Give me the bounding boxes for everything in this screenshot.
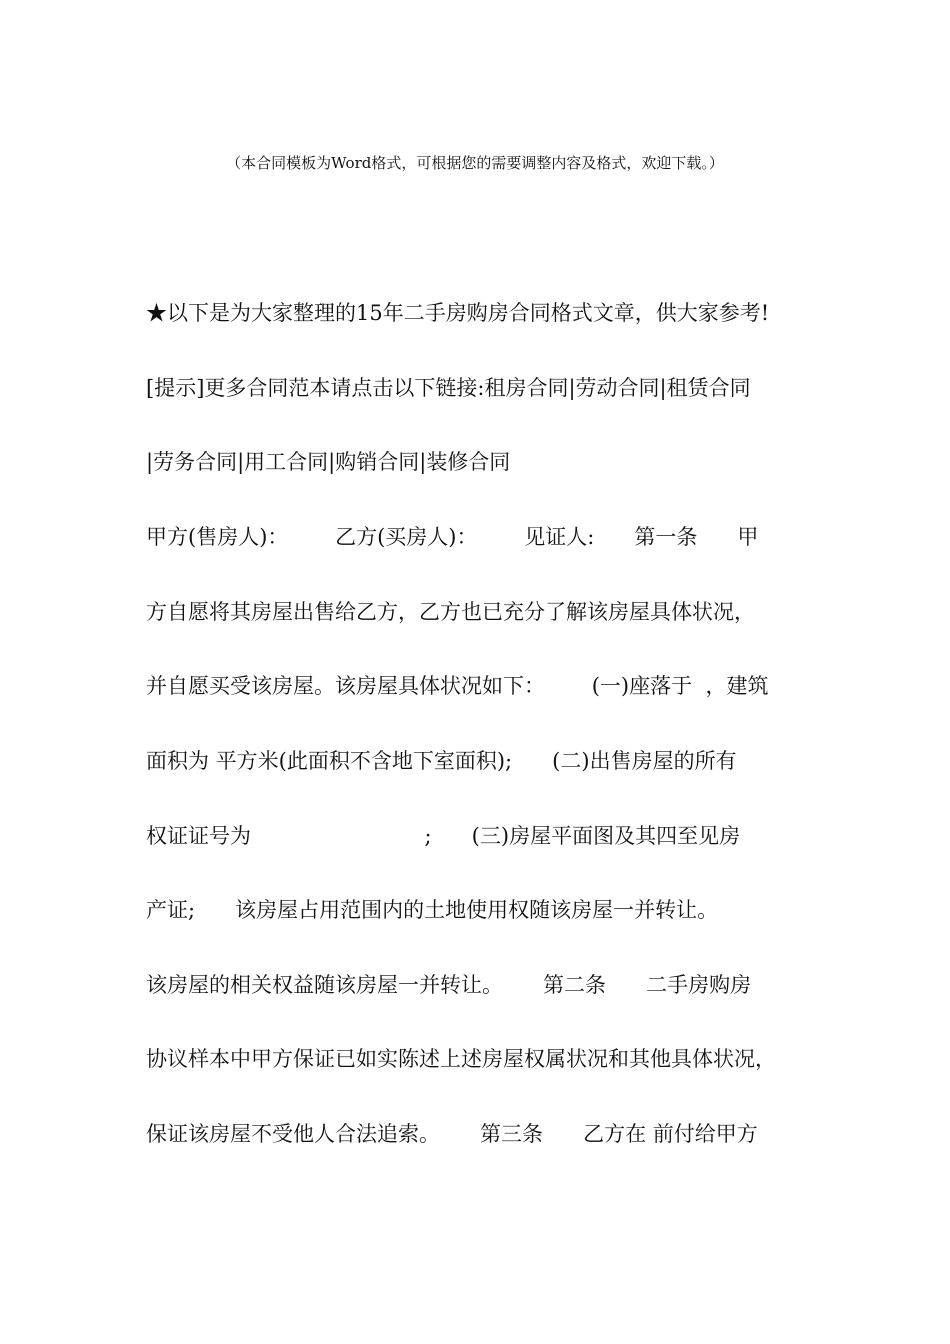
- link-renovation-contract[interactable]: 装修合同: [426, 450, 511, 474]
- contract-line: 方自愿将其房屋出售给乙方，乙方也已充分了解该房屋具体状况，: [146, 600, 755, 624]
- link-employment-contract[interactable]: 用工合同: [244, 450, 329, 474]
- contract-line: 该房屋的相关权益随该房屋一并转让。 第二条 二手房购房: [146, 973, 752, 997]
- link-sales-contract[interactable]: 购销合同: [335, 450, 420, 474]
- link-rental-contract[interactable]: 租房合同: [484, 376, 569, 400]
- contract-line: 甲方(售房人)： 乙方(买房人)： 见证人: 第一条 甲: [146, 525, 759, 549]
- link-labor-contract[interactable]: 劳动合同: [575, 376, 660, 400]
- template-note: （本合同模板为Word格式，可根据您的需要调整内容及格式，欢迎下载。）: [226, 154, 724, 172]
- contract-line: 并自愿买受该房屋。该房屋具体状况如下： (一)座落于 ，建筑: [146, 674, 769, 698]
- contract-line: 协议样本中甲方保证已如实陈述上述房屋权属状况和其他具体状况，: [146, 1047, 776, 1071]
- intro-line: ★以下是为大家整理的15年二手房购房合同格式文章，供大家参考!: [146, 301, 770, 325]
- link-lease-contract[interactable]: 租赁合同: [666, 376, 751, 400]
- contract-line: 权证证号为 ; (三)房屋平面图及其四至见房: [146, 824, 741, 848]
- link-service-contract[interactable]: 劳务合同: [153, 450, 238, 474]
- contract-line: 保证该房屋不受他人合法追索。 第三条 乙方在 前付给甲方: [146, 1122, 758, 1146]
- tip-line-2: |劳务合同|用工合同|购销合同|装修合同: [146, 450, 511, 474]
- tip-line-1: [提示]更多合同范本请点击以下链接:租房合同|劳动合同|租赁合同: [146, 376, 751, 400]
- tip-prefix: [提示]更多合同范本请点击以下链接:: [146, 376, 485, 400]
- contract-line: 面积为 平方米(此面积不含地下室面积); (二)出售房屋的所有: [146, 749, 737, 773]
- contract-line: 产证; 该房屋占用范围内的土地使用权随该房屋一并转让。: [146, 898, 719, 922]
